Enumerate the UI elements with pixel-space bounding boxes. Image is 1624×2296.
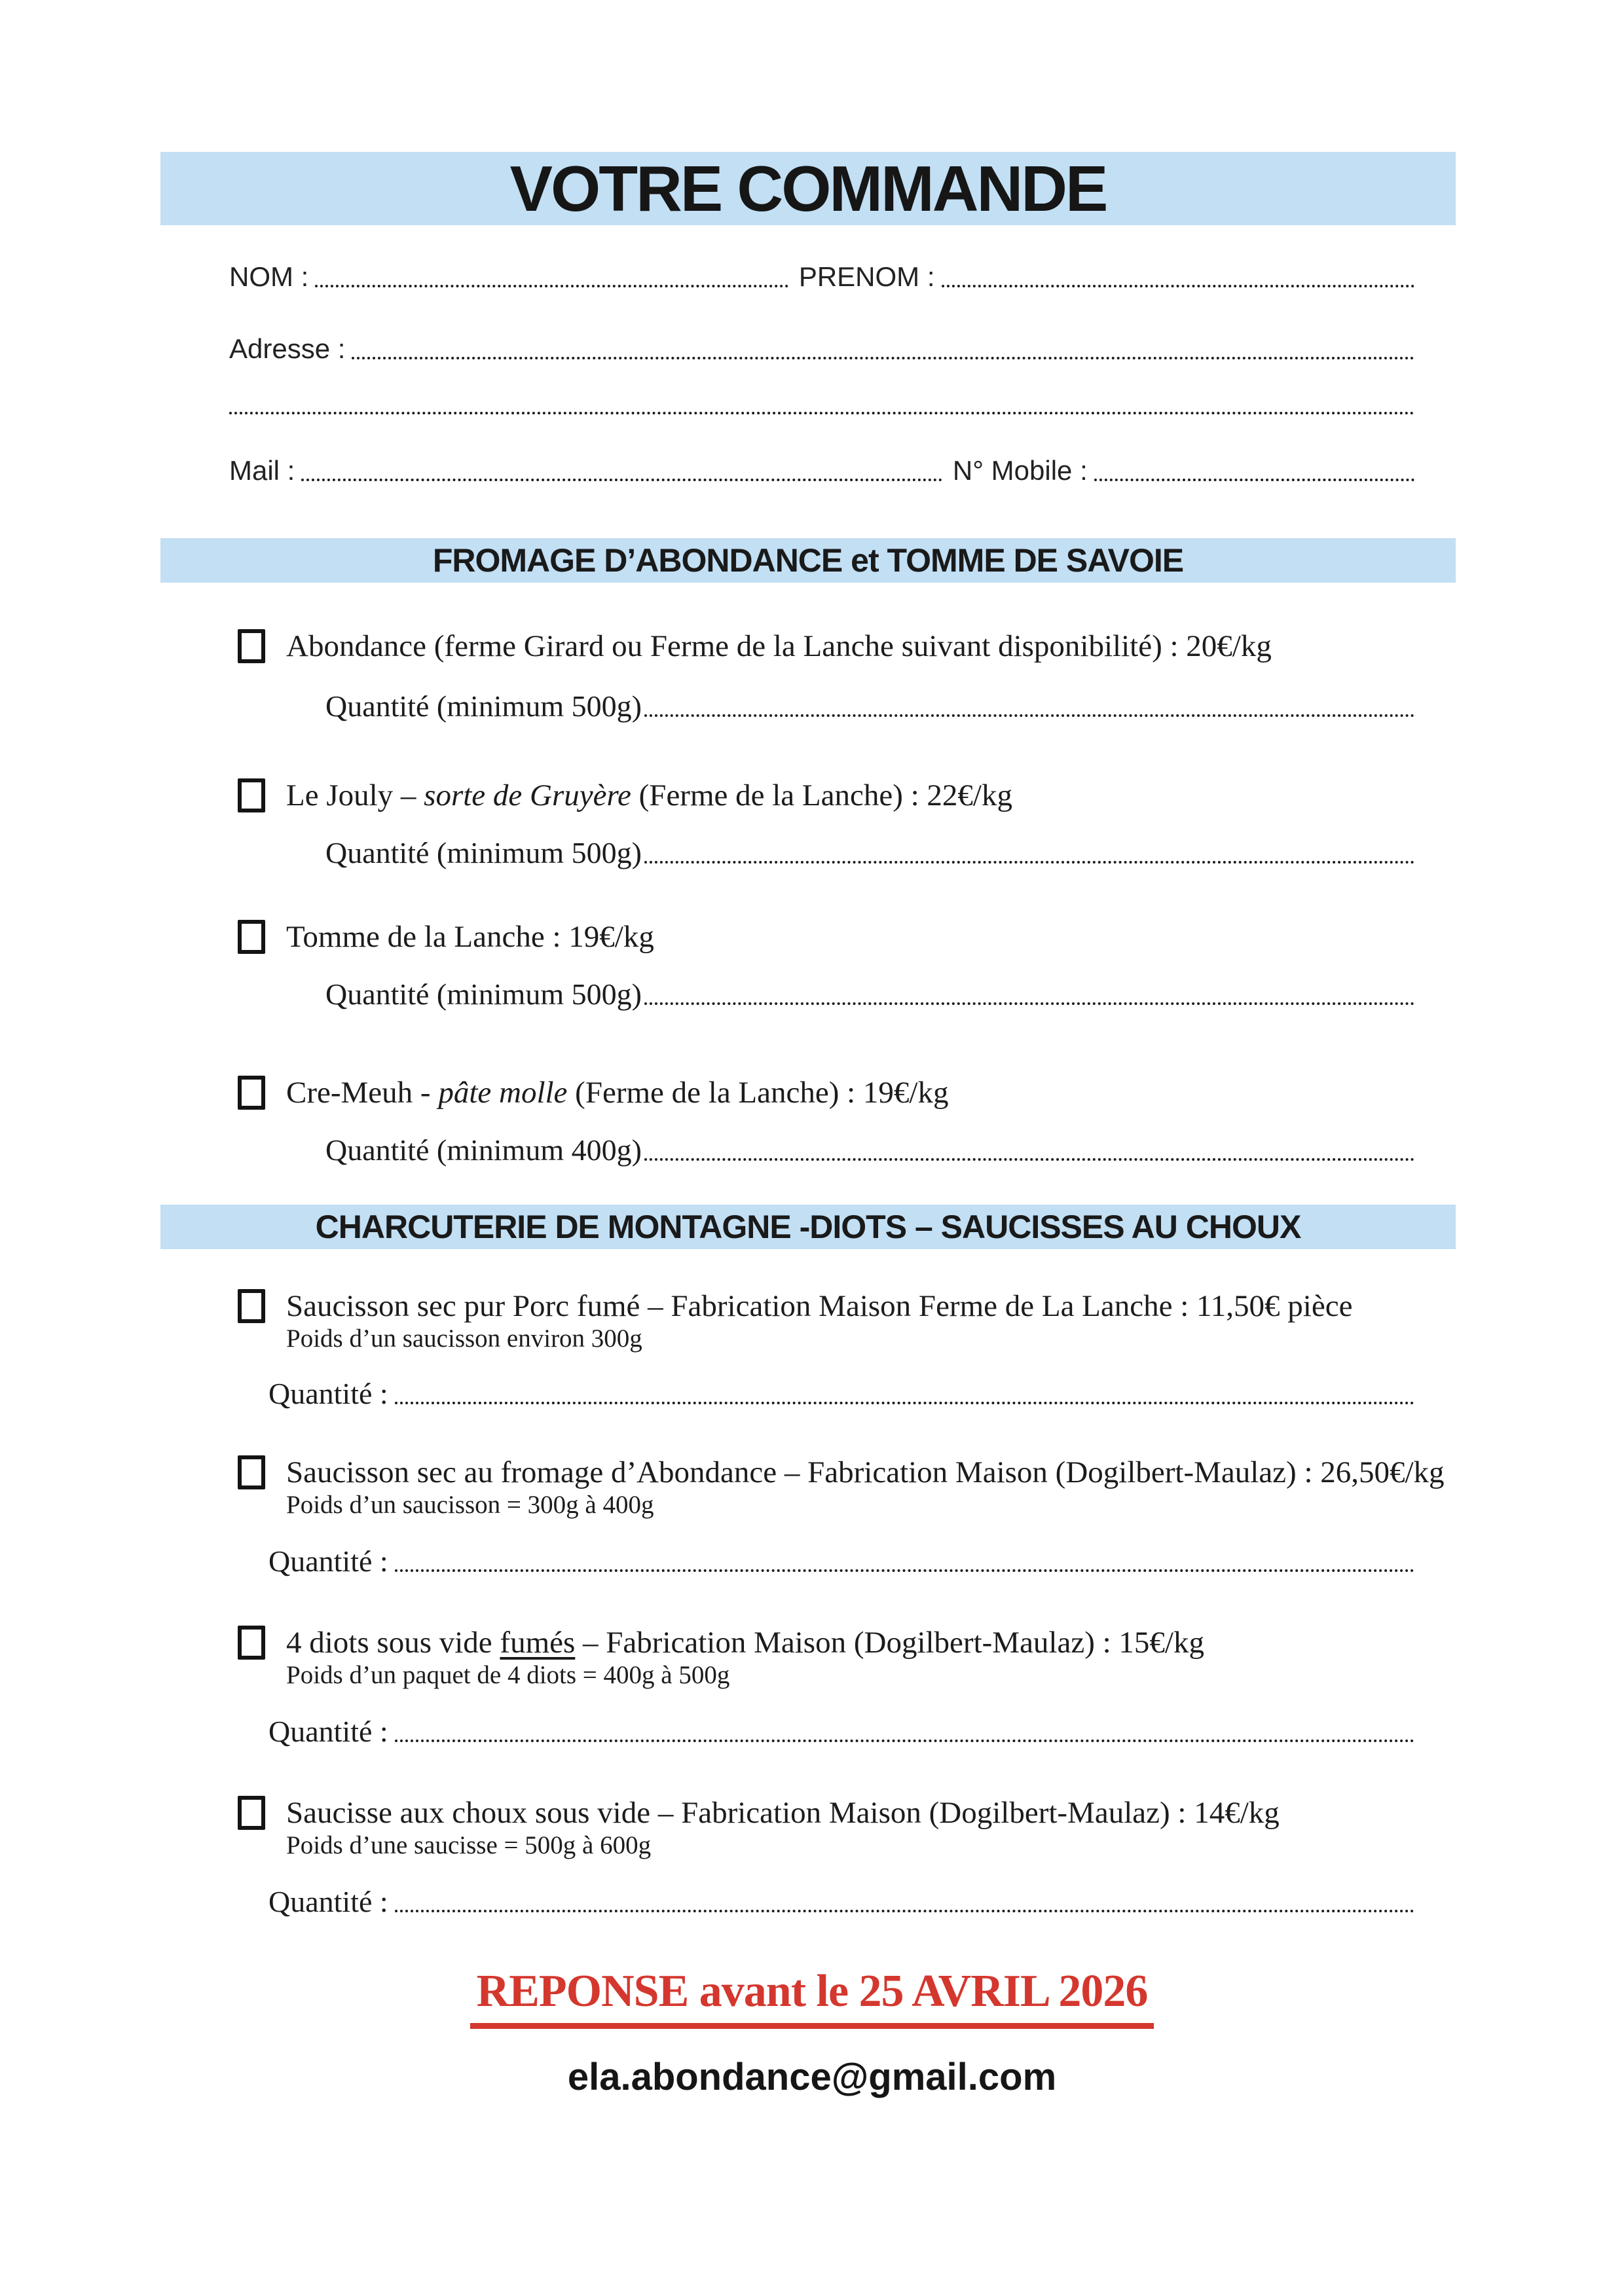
page-title: VOTRE COMMANDE: [509, 152, 1107, 225]
weight-note: [0, 1831, 1624, 1861]
section-title: CHARCUTERIE DE MONTAGNE -DIOTS – SAUCISSES AU CHOUX: [315, 1209, 1301, 1245]
quantity-input-line[interactable]: [644, 860, 1414, 864]
contact-email: ela.abondance@gmail.com: [567, 2056, 1057, 2098]
weight-note: [0, 1660, 1624, 1690]
product-label-text: 4 diots sous vide: [286, 1626, 500, 1660]
product-label: [286, 1075, 948, 1110]
weight-note-text: Poids d’un saucisson environ 300g: [286, 1324, 642, 1353]
product-checkbox[interactable]: [238, 1455, 265, 1489]
product-item: [0, 1288, 1624, 1324]
product-label: [286, 778, 1012, 813]
mobile-input-line[interactable]: [1094, 478, 1414, 481]
product-checkbox[interactable]: [238, 1289, 265, 1323]
section-banner-fromage: [160, 538, 1456, 583]
contact-row: [0, 456, 1624, 486]
quantity-row: [0, 837, 1624, 869]
adresse-label: Adresse :: [229, 333, 346, 364]
product-label: [286, 1625, 1204, 1660]
product-label-text: Saucisson sec pur Porc fumé – Fabrication Maison Ferme de La Lanche : 11,50€ pièce: [286, 1289, 1353, 1323]
product-label: [286, 1455, 1445, 1490]
product-checkbox[interactable]: [238, 1626, 265, 1660]
quantity-label: Quantité :: [268, 1544, 388, 1578]
quantity-input-line[interactable]: [644, 1157, 1414, 1161]
prenom-input-line[interactable]: [942, 284, 1415, 287]
quantity-input-line[interactable]: [395, 1401, 1414, 1404]
nom-label: NOM :: [229, 261, 309, 292]
product-item: [0, 1075, 1624, 1110]
product-item: [0, 1625, 1624, 1660]
product-label: [286, 919, 654, 955]
product-label-text: (Ferme de la Lanche) : 19€/kg: [567, 1076, 949, 1110]
product-label-text: Abondance (ferme Girard ou Ferme de la Lanche suivant disponibilité) : 20€/kg: [286, 629, 1272, 663]
contact-email-line: [0, 2055, 1624, 2099]
quantity-input-line[interactable]: [395, 1569, 1414, 1572]
product-checkbox[interactable]: [238, 778, 265, 812]
deadline-line: [0, 1965, 1624, 2029]
weight-note-text: Poids d’un paquet de 4 diots = 400g à 500g: [286, 1661, 730, 1689]
product-label-text: Saucisse aux choux sous vide – Fabrication Maison (Dogilbert-Maulaz) : 14€/kg: [286, 1796, 1280, 1830]
quantity-row: [0, 1715, 1624, 1748]
quantity-input-line[interactable]: [644, 714, 1414, 717]
quantity-input-line[interactable]: [395, 1739, 1414, 1742]
product-label-text: – Fabrication Maison (Dogilbert-Maulaz) : 15€/kg: [575, 1626, 1204, 1660]
product-item: [0, 919, 1624, 955]
section-title: FROMAGE D’ABONDANCE et TOMME DE SAVOIE: [432, 542, 1184, 579]
section-banner-charcuterie: [160, 1205, 1456, 1249]
adresse-input-line-2[interactable]: [229, 411, 1414, 414]
product-checkbox[interactable]: [238, 920, 265, 954]
quantity-row: [0, 690, 1624, 723]
adresse-input-line[interactable]: [352, 356, 1414, 359]
nom-input-line[interactable]: [315, 284, 788, 287]
prenom-label: PRENOM :: [798, 261, 935, 292]
quantity-label: Quantité (minimum 500g): [325, 836, 642, 869]
quantity-input-line[interactable]: [644, 1002, 1414, 1005]
product-label-italic: sorte de Gruyère: [424, 778, 631, 812]
product-item: [0, 629, 1624, 664]
quantity-label: Quantité :: [268, 1885, 388, 1918]
quantity-row: [0, 1377, 1624, 1410]
weight-note: [0, 1324, 1624, 1354]
product-label-text: Saucisson sec au fromage d’Abondance – Fabrication Maison (Dogilbert-Maulaz) : 26,50€/kg: [286, 1455, 1445, 1489]
title-banner: [160, 152, 1456, 225]
quantity-row: [0, 1134, 1624, 1167]
product-item: [0, 1455, 1624, 1490]
product-label: [286, 1288, 1352, 1324]
quantity-row: [0, 1886, 1624, 1918]
quantity-label: Quantité :: [268, 1377, 388, 1410]
product-checkbox[interactable]: [238, 1796, 265, 1830]
quantity-row: [0, 978, 1624, 1011]
quantity-label: Quantité (minimum 400g): [325, 1133, 642, 1167]
product-item: [0, 1795, 1624, 1831]
product-item: [0, 778, 1624, 813]
product-label-text: Le Jouly –: [286, 778, 424, 812]
address-row-2: [0, 411, 1624, 419]
product-checkbox[interactable]: [238, 1076, 265, 1110]
mail-label: Mail :: [229, 455, 295, 486]
deadline-text: REPONSE avant le 25 AVRIL 2026: [470, 1965, 1154, 2029]
product-label-text: Cre-Meuh -: [286, 1076, 439, 1110]
weight-note-text: Poids d’un saucisson = 300g à 400g: [286, 1491, 654, 1519]
product-label: [286, 629, 1272, 664]
product-checkbox[interactable]: [238, 629, 265, 663]
product-label-italic: pâte molle: [438, 1076, 568, 1110]
weight-note-text: Poids d’une saucisse = 500g à 600g: [286, 1831, 652, 1859]
quantity-label: Quantité (minimum 500g): [325, 689, 642, 723]
product-label-underline: fumés: [500, 1626, 576, 1660]
product-label-text: (Ferme de la Lanche) : 22€/kg: [631, 778, 1012, 812]
mobile-label: N° Mobile :: [952, 455, 1088, 486]
mail-input-line[interactable]: [301, 478, 942, 481]
product-label: [286, 1795, 1280, 1831]
product-label-text: Tomme de la Lanche : 19€/kg: [286, 920, 654, 954]
quantity-input-line[interactable]: [395, 1909, 1414, 1912]
weight-note: [0, 1490, 1624, 1520]
name-row: [0, 262, 1624, 292]
quantity-label: Quantité :: [268, 1715, 388, 1748]
quantity-label: Quantité (minimum 500g): [325, 977, 642, 1011]
address-row: [0, 334, 1624, 364]
quantity-row: [0, 1545, 1624, 1578]
